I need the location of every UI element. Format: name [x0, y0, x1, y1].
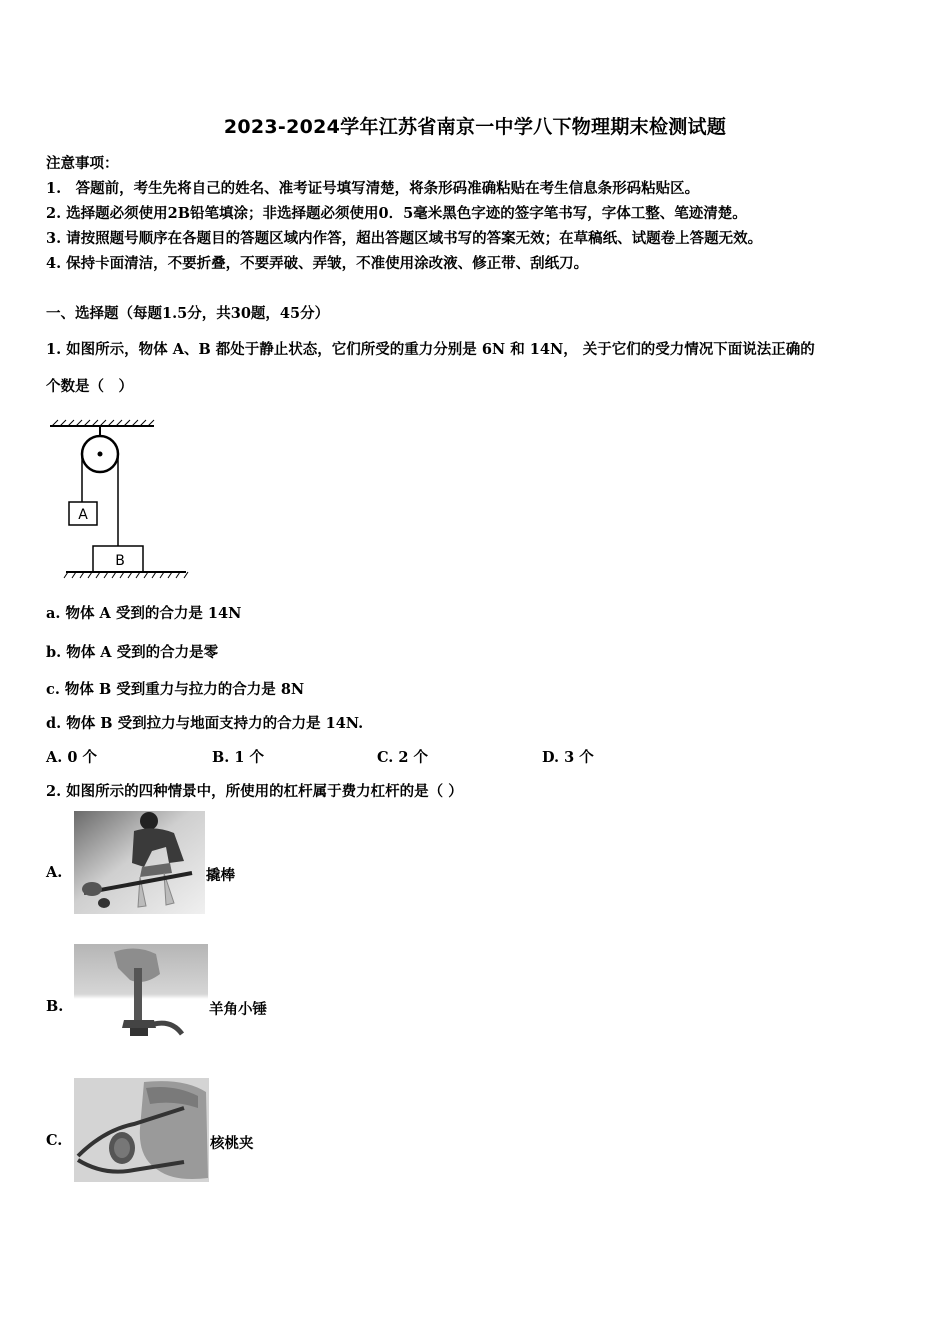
q2-option-b-caption: 羊角小锤	[209, 1001, 267, 1018]
q1-option-a: A. 0 个	[46, 749, 97, 766]
notice-heading: 注意事项：	[46, 155, 119, 172]
q1-option-d: D. 3 个	[542, 749, 594, 766]
q2-stem: 2. 如图所示的四种情景中，所使用的杠杆属于费力杠杆的是（ ）	[46, 783, 463, 800]
block-a-label: A	[78, 507, 88, 523]
q2-option-c-letter: C.	[46, 1132, 63, 1149]
section-heading: 一、选择题（每题1.5分，共30题，45分）	[46, 305, 330, 322]
q1-stem-line1: 1. 如图所示，物体 A、B 都处于静止状态，它们所受的重力分别是 6N 和 14N， 关于它们的受力情况下面说法正确的	[46, 341, 815, 358]
q1-option-b: B. 1 个	[212, 749, 264, 766]
q1-statement-b: b. 物体 A 受到的合力是零	[46, 644, 219, 661]
notice-item-3: 3. 请按照题号顺序在各题目的答题区域内作答，超出答题区域书写的答案无效；在草稿纸、试题卷上答题无效。	[46, 230, 763, 247]
block-b-label: B	[115, 553, 125, 569]
q2-option-b-letter: B.	[46, 998, 64, 1015]
pulley-diagram	[44, 418, 194, 580]
notice-item-1: 1. 答题前，考生先将自己的姓名、准考证号填写清楚，将条形码准确粘贴在考生信息条形码粘贴区。	[46, 180, 700, 197]
q1-statement-d: d. 物体 B 受到拉力与地面支持力的合力是 14N.	[46, 715, 364, 732]
q1-stem-line2: 个数是（ ）	[46, 378, 133, 395]
q1-statement-a: a. 物体 A 受到的合力是 14N	[46, 605, 242, 622]
q2-option-a-caption: 撬棒	[206, 867, 235, 884]
nutcracker-photo	[74, 1078, 209, 1182]
notice-item-2: 2. 选择题必须使用2B铅笔填涂；非选择题必须使用0．5毫米黑色字迹的签字笔书写，字体工整、笔迹清楚。	[46, 205, 747, 222]
claw-hammer-photo	[74, 944, 208, 1044]
q2-option-a-letter: A.	[46, 864, 63, 881]
q2-option-c-caption: 核桃夹	[210, 1135, 254, 1152]
notice-item-4: 4. 保持卡面清洁，不要折叠，不要弄破、弄皱，不准使用涂改液、修正带、刮纸刀。	[46, 255, 589, 272]
q1-option-c: C. 2 个	[377, 749, 429, 766]
page-title: 2023-2024学年江苏省南京一中学八下物理期末检测试题	[223, 116, 727, 138]
crowbar-photo	[74, 811, 205, 914]
q1-statement-c: c. 物体 B 受到重力与拉力的合力是 8N	[46, 681, 305, 698]
